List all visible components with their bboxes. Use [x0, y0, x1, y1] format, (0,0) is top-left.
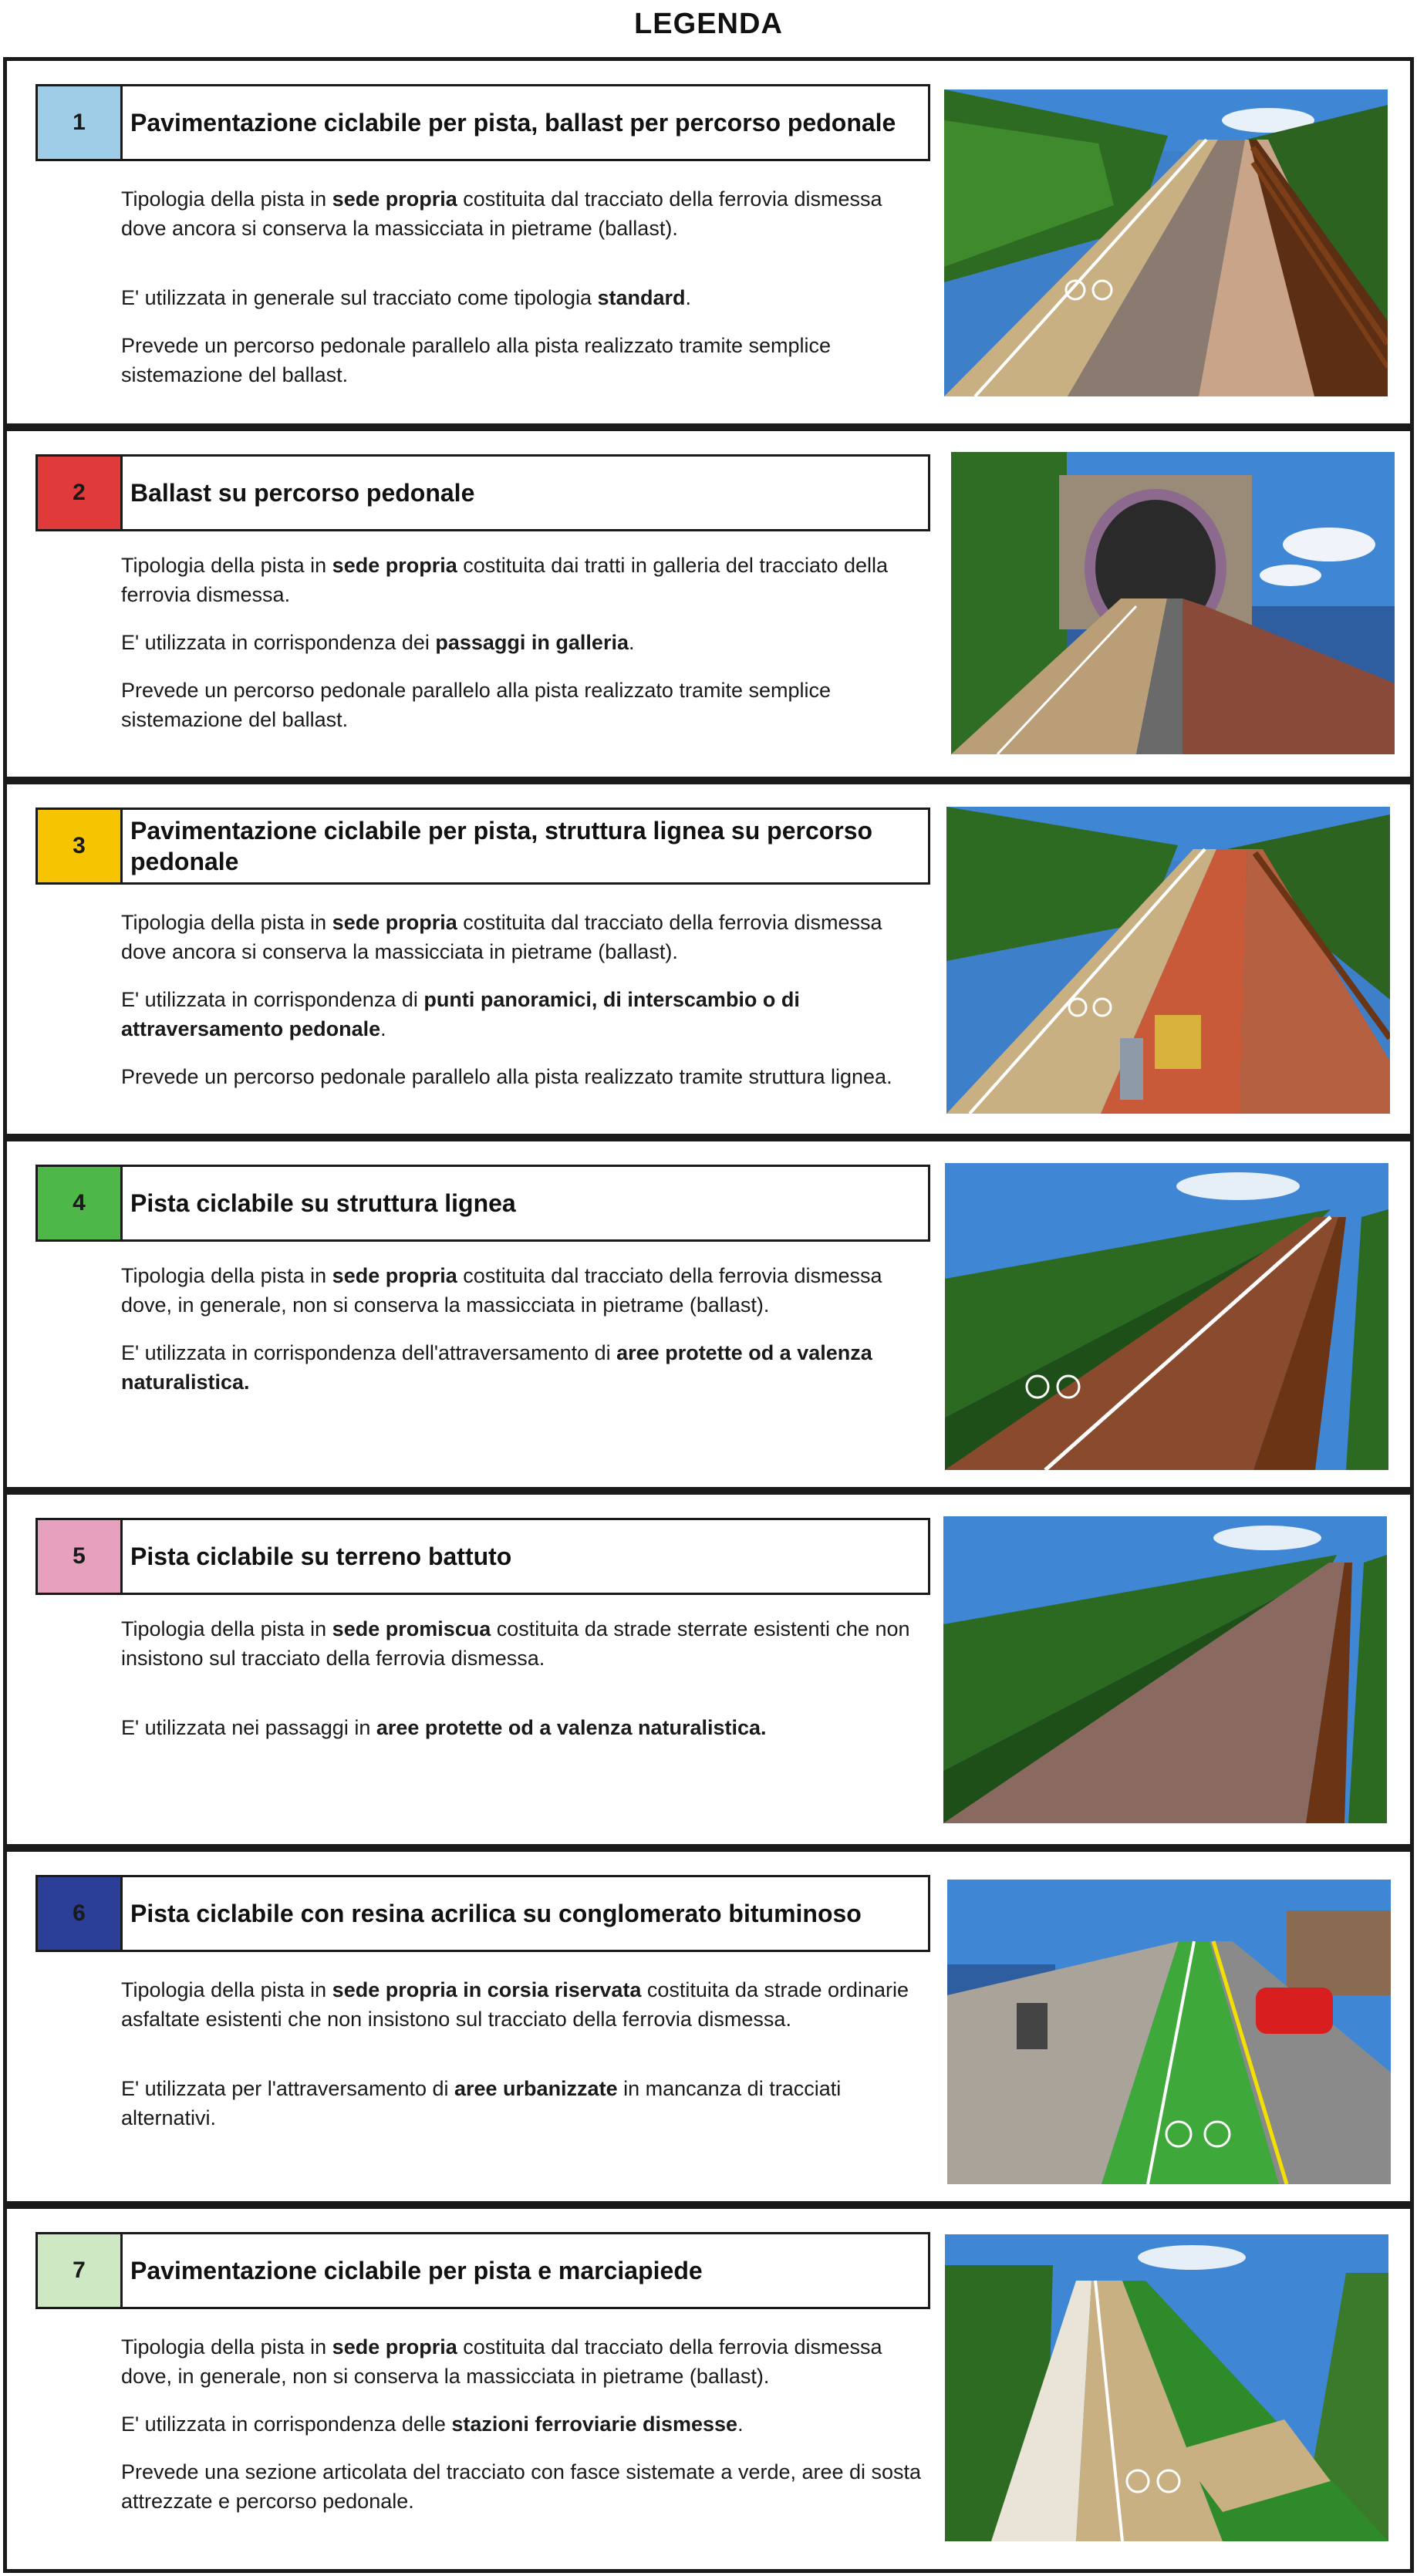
section-number-badge: 1: [38, 86, 123, 159]
description-paragraph-2: E' utilizzata in corrispondenza delle stazioni ferroviarie dismesse.: [121, 2412, 744, 2436]
section-description: [121, 1261, 923, 1415]
section-number-badge: 7: [38, 2234, 123, 2307]
description-paragraph-3: Prevede un percorso pedonale parallelo alla pista realizzato tramite struttura lignea.: [121, 1065, 892, 1088]
section-illustration-boardwalk: [946, 807, 1390, 1114]
section-description: [121, 1614, 923, 1761]
section-illustration-ballast-path: [944, 89, 1388, 396]
legend-section-3: [3, 781, 1414, 1138]
section-illustration-tunnel: [951, 452, 1395, 754]
description-paragraph-2: E' utilizzata in corrispondenza dei passaggi in galleria.: [121, 631, 635, 654]
section-description: [121, 1975, 923, 2151]
section-header: [35, 808, 930, 885]
section-header: [35, 84, 930, 161]
section-number-badge: 4: [38, 1167, 123, 1239]
section-number-badge: 3: [38, 810, 123, 882]
section-title: Pavimentazione ciclabile per pista, struttura lignea su percorso pedonale: [130, 817, 873, 875]
section-title: Pavimentazione ciclabile per pista e marciapiede: [130, 2257, 703, 2284]
description-paragraph-1: Tipologia della pista in sede propria costituita dal tracciato della ferrovia dismessa dove, in generale, non si conserva la massicciata in pietrame (ballast).: [121, 2335, 882, 2388]
section-description: [121, 2332, 923, 2534]
section-number-badge: 6: [38, 1877, 123, 1950]
section-number-badge: 2: [38, 457, 123, 529]
page-title: LEGENDA: [634, 8, 783, 40]
section-header: [35, 2232, 930, 2309]
section-illustration-earth-path: [943, 1516, 1387, 1823]
description-paragraph-3: Prevede una sezione articolata del tracciato con fasce sistemate a verde, aree di sosta attrezzate e percorso pedonale.: [121, 2460, 922, 2513]
legend-section-4: [3, 1138, 1414, 1491]
description-paragraph-2: E' utilizzata nei passaggi in aree protette od a valenza naturalistica.: [121, 1716, 767, 1739]
description-paragraph-1: Tipologia della pista in sede propria costituita dal tracciato della ferrovia dismessa dove ancora si conserva la massicciata in pietrame (ballast).: [121, 911, 882, 963]
description-paragraph-2: E' utilizzata in corrispondenza dell'attraversamento di aree protette od a valenza naturalistica.: [121, 1341, 872, 1394]
legend-section-2: [3, 427, 1414, 781]
legend-section-5: [3, 1491, 1414, 1848]
description-paragraph-1: Tipologia della pista in sede propria costituita dal tracciato della ferrovia dismessa dove, in generale, non si conserva la massicciata in pietrame (ballast).: [121, 1264, 882, 1317]
legend-section-1: [3, 57, 1414, 427]
section-header: [35, 454, 930, 531]
description-paragraph-1: Tipologia della pista in sede promiscua costituita da strade sterrate esistenti che non insistono sul tracciato della ferrovia dismessa.: [121, 1617, 910, 1670]
section-number-badge: 5: [38, 1520, 123, 1593]
section-illustration-wooden-path: [945, 1163, 1388, 1470]
description-paragraph-2: E' utilizzata in generale sul tracciato come tipologia standard.: [121, 286, 692, 309]
section-header: [35, 1875, 930, 1952]
description-paragraph-2: E' utilizzata in corrispondenza di punti panoramici, di interscambio o di attraversamento pedonale.: [121, 988, 800, 1040]
description-paragraph-3: Prevede un percorso pedonale parallelo alla pista realizzato tramite semplice sistemazione del ballast.: [121, 334, 832, 386]
section-title: Pista ciclabile con resina acrilica su conglomerato bituminoso: [130, 1900, 862, 1927]
description-paragraph-2: E' utilizzata per l'attraversamento di aree urbanizzate in mancanza di tracciati alternativi.: [121, 2077, 842, 2129]
section-title: Pista ciclabile su struttura lignea: [130, 1189, 516, 1217]
section-illustration-urban-lane: [947, 1880, 1391, 2184]
description-paragraph-3: Prevede un percorso pedonale parallelo alla pista realizzato tramite semplice sistemazione del ballast.: [121, 679, 832, 731]
section-title: Pista ciclabile su terreno battuto: [130, 1543, 512, 1570]
section-description: [121, 184, 923, 408]
description-paragraph-1: Tipologia della pista in sede propria in corsia riservata costituita da strade ordinarie asfaltate esistenti che non insistono sul tracciato della ferrovia dismessa.: [121, 1978, 909, 2031]
section-title: Ballast su percorso pedonale: [130, 479, 475, 507]
description-paragraph-1: Tipologia della pista in sede propria costituita dai tratti in galleria del tracciato della ferrovia dismessa.: [121, 554, 889, 606]
section-title: Pavimentazione ciclabile per pista, ballast per percorso pedonale: [130, 109, 896, 137]
legend-section-6: [3, 1848, 1414, 2205]
section-illustration-station-path: [945, 2234, 1388, 2541]
section-header: [35, 1518, 930, 1595]
section-header: [35, 1165, 930, 1242]
section-description: [121, 908, 923, 1110]
section-description: [121, 551, 923, 753]
description-paragraph-1: Tipologia della pista in sede propria costituita dal tracciato della ferrovia dismessa dove ancora si conserva la massicciata in pietrame (ballast).: [121, 187, 882, 240]
legend-section-7: [3, 2205, 1414, 2573]
